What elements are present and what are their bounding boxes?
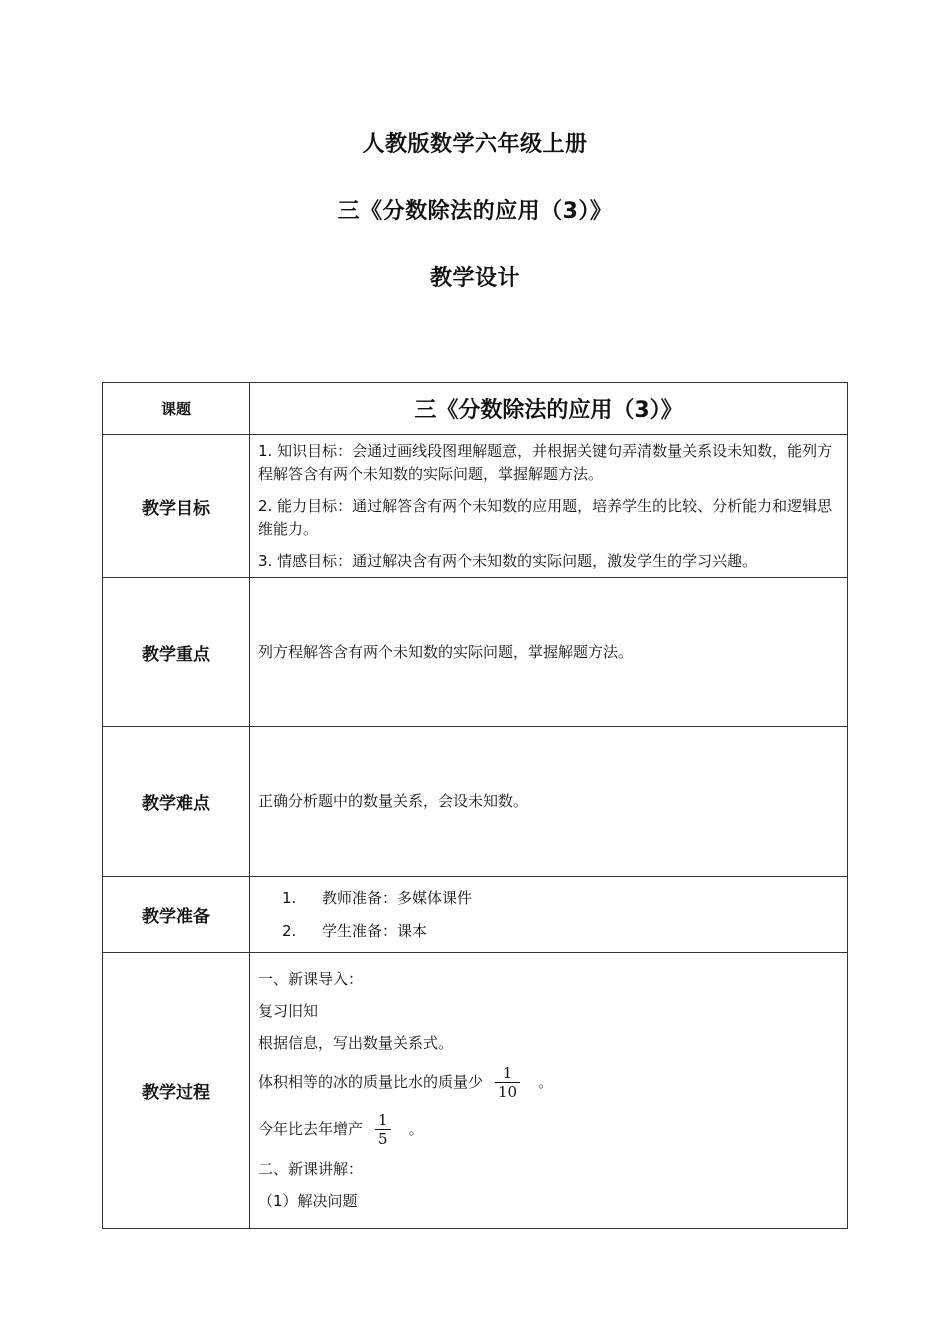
objective-item: 1. 知识目标：会通过画线段图理解题意，并根据关键句弄清数量关系设未知数，能列方程解答含有两个未知数的实际问题，掌握解题方法。 [258,441,833,483]
fraction-statement-end: 。 [408,1120,424,1138]
objective-item: 3. 情感目标：通过解决含有两个未知数的实际问题，激发学生的学习兴趣。 [258,551,758,570]
fraction-statement-end: 。 [538,1073,554,1091]
key-points-label: 教学重点 [103,578,250,727]
preparation-item-text: 教师准备：多媒体课件 [322,888,473,907]
fraction-denominator: 5 [375,1129,391,1148]
document-title: 人教版数学六年级上册 [362,132,588,157]
review-heading: 复习旧知 [258,1002,319,1020]
key-points-value: 列方程解答含有两个未知数的实际问题，掌握解题方法。 [250,578,848,727]
lesson-plan-table [102,382,848,1229]
section-heading-intro: 一、新课导入： [258,970,364,988]
fraction [375,1111,391,1148]
subject-label: 课题 [103,383,250,435]
objectives-label: 教学目标 [103,435,250,578]
document-subtitle: 教学设计 [429,266,520,291]
fraction-statement [258,1064,839,1101]
objectives-row [103,435,848,578]
preparation-item-text: 学生准备：课本 [322,921,428,940]
difficulties-row [103,727,848,877]
fraction-numerator: 1 [502,1064,513,1082]
fraction-statement-text: 体积相等的冰的质量比水的质量少 [258,1073,484,1091]
subject-value: 三《分数除法的应用（3）》 [250,383,848,435]
preparation-content [250,877,848,953]
difficulties-label: 教学难点 [103,727,250,877]
fraction [495,1064,520,1101]
preparation-item [258,887,839,910]
process-label: 教学过程 [103,953,250,1229]
preparation-item [258,920,839,943]
preparation-row [103,877,848,953]
subject-row [103,383,848,435]
objectives-content [250,435,848,578]
subsection-heading: （1）解决问题 [258,1192,358,1210]
preparation-label: 教学准备 [103,877,250,953]
objective-item: 2. 能力目标：通过解答含有两个未知数的应用题，培养学生的比较、分析能力和逻辑思维能力。 [258,496,833,538]
difficulties-value: 正确分析题中的数量关系，会设未知数。 [250,727,848,877]
fraction-numerator: 1 [378,1111,388,1129]
process-row [103,953,848,1229]
fraction-statement-text: 今年比去年增产 [258,1120,364,1138]
preparation-item-number: 1. [282,888,297,907]
fraction-denominator: 10 [495,1082,520,1101]
key-points-row [103,578,848,727]
section-heading-lesson: 二、新课讲解： [258,1160,364,1178]
process-content [250,953,848,1229]
fraction-statement [258,1111,839,1148]
preparation-item-number: 2. [282,921,297,940]
instruction-text: 根据信息，写出数量关系式。 [258,1034,454,1052]
lesson-title: 三《分数除法的应用（3）》 [337,199,613,224]
